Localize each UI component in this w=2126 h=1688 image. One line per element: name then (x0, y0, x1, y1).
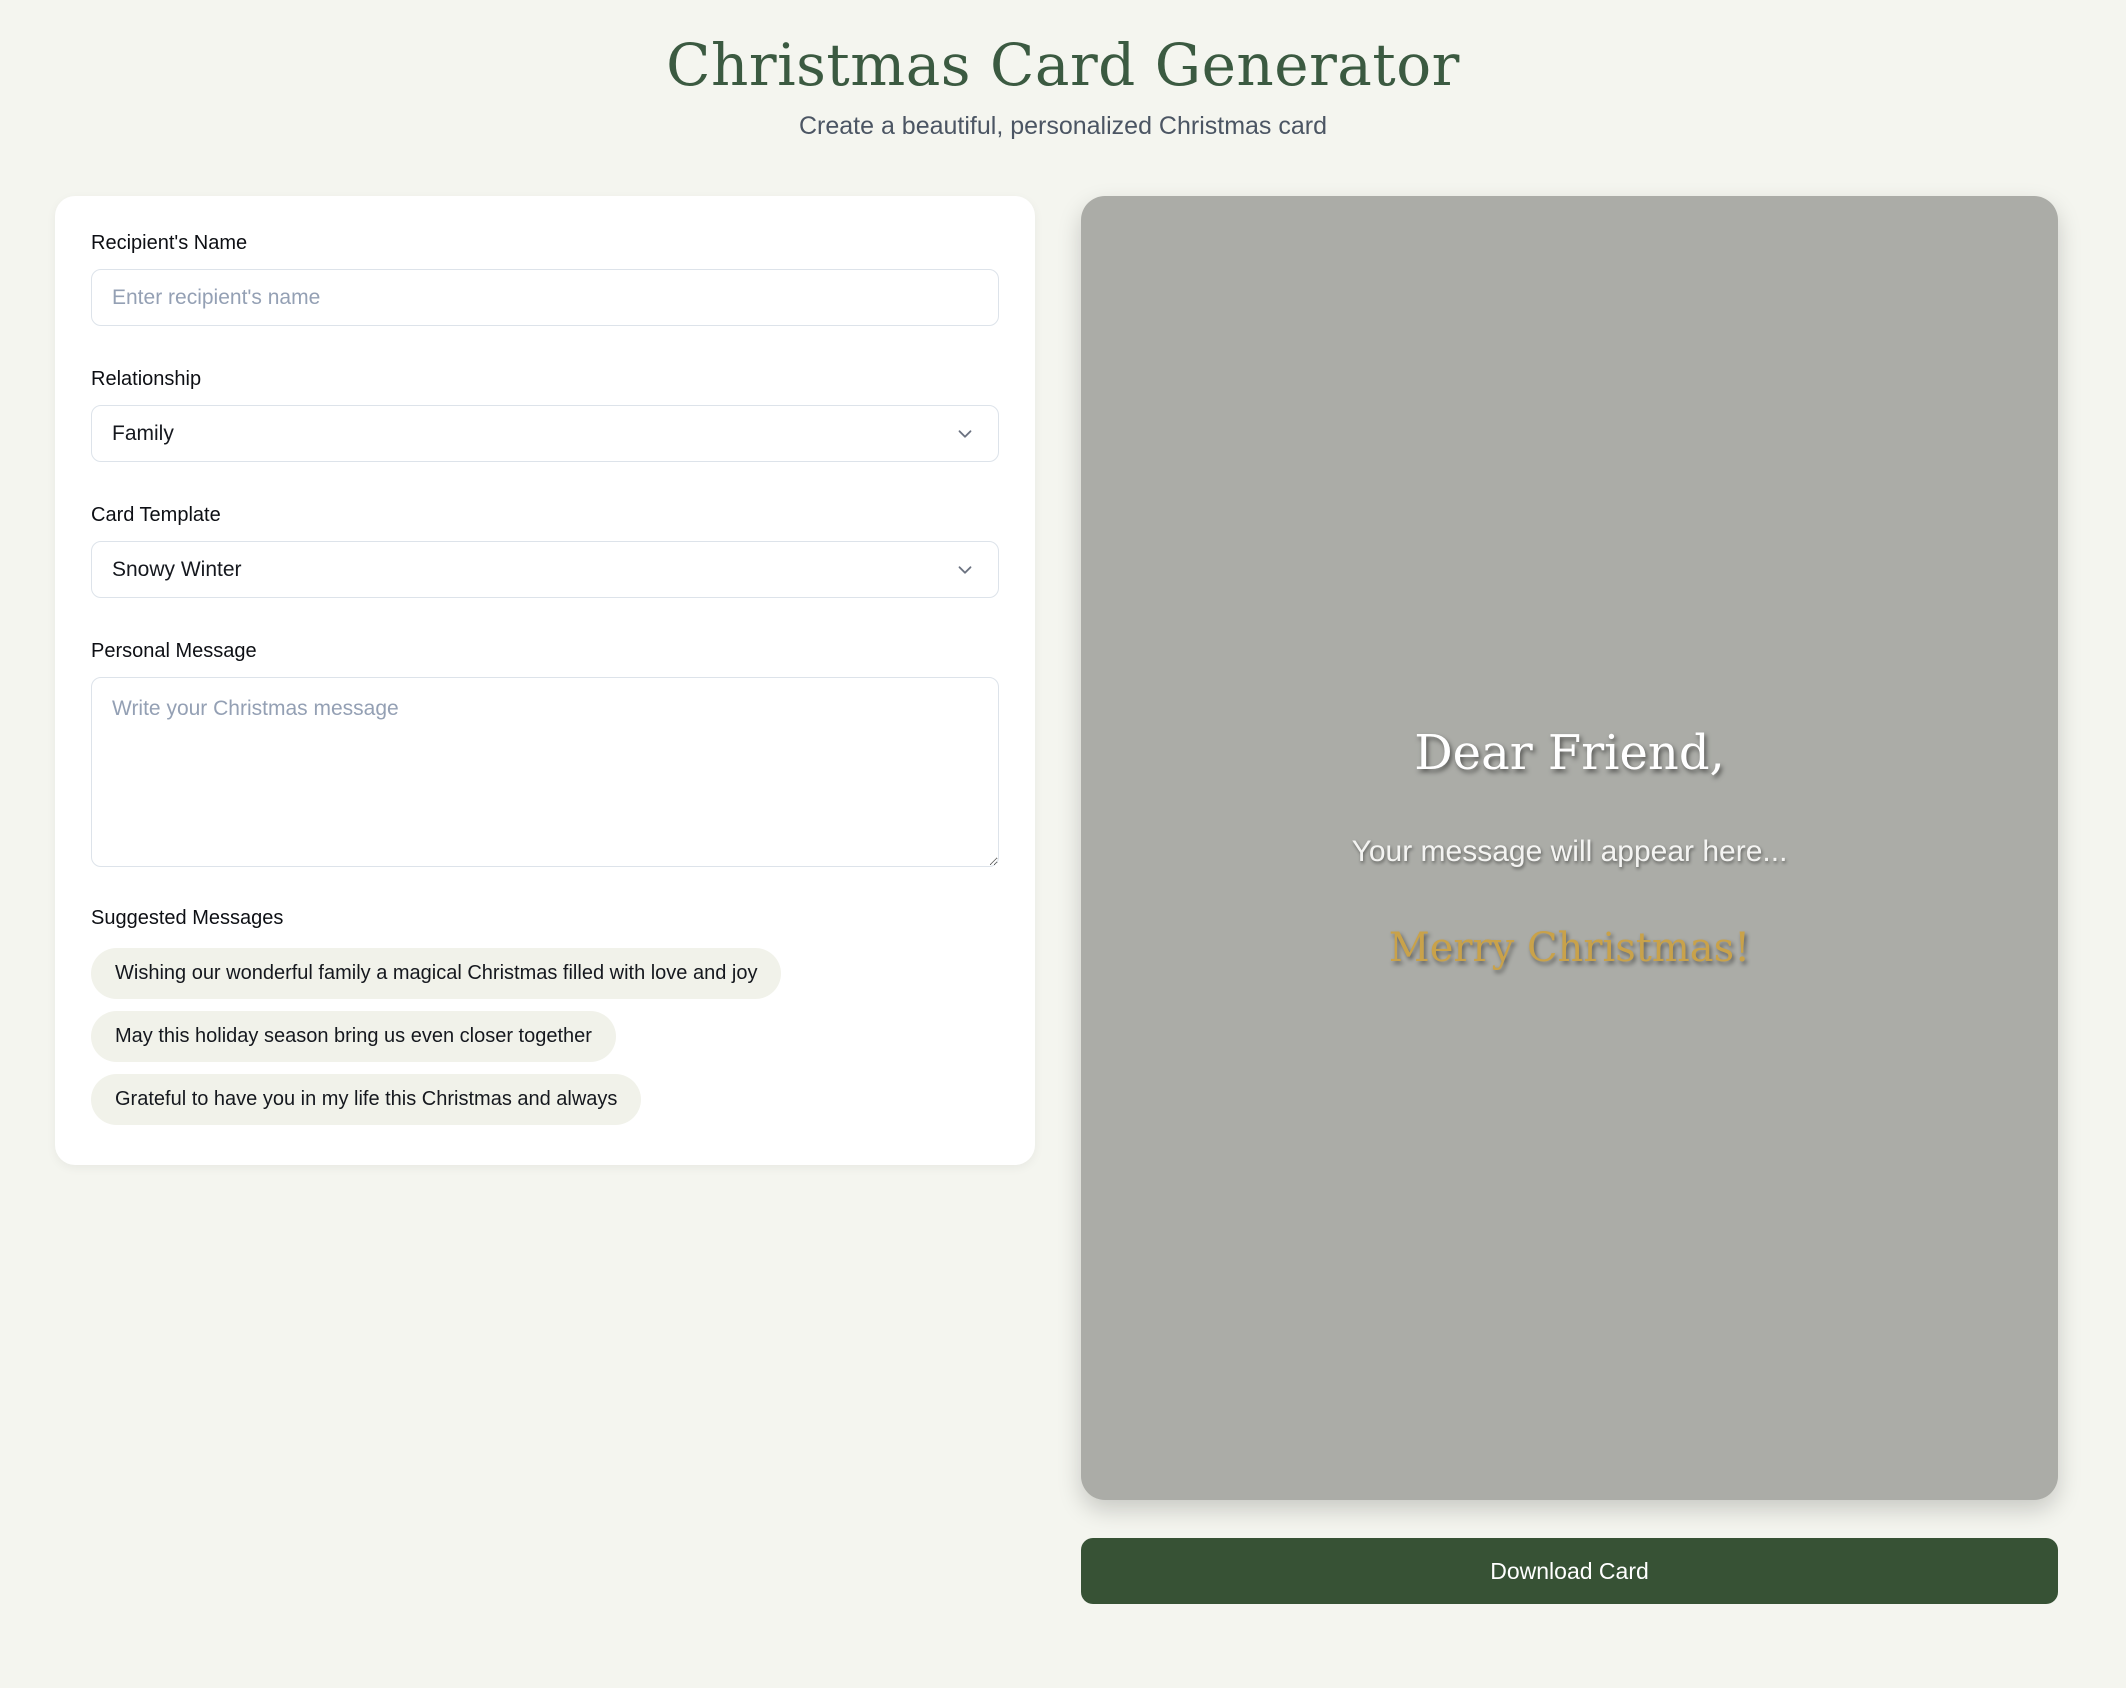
chevron-down-icon (954, 559, 976, 581)
recipient-name-input[interactable] (91, 269, 999, 326)
suggestion-pill[interactable]: Wishing our wonderful family a magical Christmas filled with love and joy (91, 948, 781, 999)
card-template-selected-value: Snowy Winter (112, 557, 242, 581)
personal-message-textarea[interactable] (91, 677, 999, 867)
suggestion-pill[interactable]: May this holiday season bring us even closer together (91, 1011, 616, 1062)
card-preview (1081, 196, 2058, 1500)
suggested-messages-label: Suggested Messages (91, 907, 284, 929)
page-header (0, 0, 2126, 144)
card-form-panel (55, 196, 1035, 1165)
card-template-label: Card Template (91, 504, 221, 526)
preview-message: Your message will appear here... (1351, 835, 1788, 868)
main-content (0, 196, 2126, 1604)
preview-closing: Merry Christmas! (1388, 925, 1751, 971)
relationship-label: Relationship (91, 368, 202, 390)
download-card-button[interactable]: Download Card (1081, 1538, 2058, 1604)
page-subtitle: Create a beautiful, personalized Christmas card (798, 112, 1328, 140)
preview-greeting: Dear Friend, (1414, 725, 1725, 781)
card-template-select[interactable] (91, 541, 999, 598)
relationship-select[interactable] (91, 405, 999, 462)
suggestion-pill[interactable]: Grateful to have you in my life this Christmas and always (91, 1074, 641, 1125)
relationship-selected-value: Family (112, 421, 174, 445)
chevron-down-icon (954, 423, 976, 445)
preview-column (1081, 196, 2058, 1604)
personal-message-label: Personal Message (91, 640, 257, 662)
recipient-name-label: Recipient's Name (91, 232, 248, 254)
page-title: Christmas Card Generator (666, 31, 1460, 99)
